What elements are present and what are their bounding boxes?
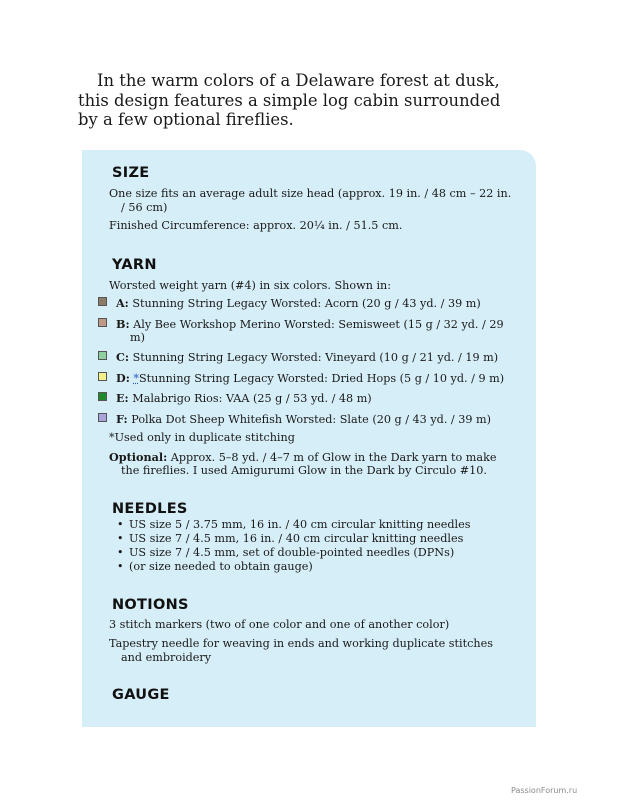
needle-item: US size 7 / 4.5 mm, set of double-pointed needles (DPNs) (129, 546, 455, 559)
yarn-item-c (116, 350, 498, 365)
bullet: • (117, 546, 124, 559)
intro-line: In the warm colors of a Delaware forest at dusk, (97, 71, 500, 90)
notions-heading: NOTIONS (112, 597, 189, 613)
yarn-letter: E: (116, 391, 129, 405)
intro-line: this design features a simple log cabin surrounded (78, 90, 501, 110)
color-swatch-b (98, 318, 107, 327)
yarn-letter: C: (116, 350, 130, 364)
size-heading: SIZE (112, 165, 150, 181)
bullet: • (117, 560, 124, 573)
needle-item: US size 7 / 4.5 mm, 16 in. / 40 cm circular knitting needles (129, 532, 464, 545)
size-line: / 56 cm) (121, 201, 168, 214)
yarn-item-e (116, 391, 372, 406)
optional-line-cont: the fireflies. I used Amigurumi Glow in the Dark by Circulo #10. (121, 464, 487, 477)
intro-paragraph (78, 71, 538, 130)
yarn-item-d (116, 371, 504, 386)
yarn-text: Stunning String Legacy Worsted: Acorn (20 g / 43 yd. / 39 m) (132, 297, 481, 310)
needle-item: (or size needed to obtain gauge) (129, 560, 313, 573)
needle-item: US size 5 / 3.75 mm, 16 in. / 40 cm circular knitting needles (129, 518, 471, 531)
gauge-heading: GAUGE (112, 687, 170, 703)
optional-line (109, 450, 496, 465)
yarn-intro: Worsted weight yarn (#4) in six colors. Shown in: (109, 279, 392, 292)
notions-line-cont: and embroidery (121, 651, 212, 664)
yarn-item-f (116, 412, 491, 427)
color-swatch-e (98, 392, 107, 401)
yarn-letter: F: (116, 412, 128, 426)
bullet: • (117, 518, 124, 531)
yarn-text: Stunning String Legacy Worsted: Vineyard (10 g / 21 yd. / 19 m) (132, 351, 499, 364)
notions-line: Tapestry needle for weaving in ends and working duplicate stitches (109, 637, 493, 650)
yarn-heading: YARN (112, 257, 157, 273)
yarn-text: Polka Dot Sheep Whitefish Worsted: Slate (20 g / 43 yd. / 39 m) (131, 413, 492, 426)
yarn-footnote: *Used only in duplicate stitching (109, 431, 295, 444)
optional-text: Approx. 5–8 yd. / 4–7 m of Glow in the Dark yarn to make (170, 451, 497, 464)
yarn-letter: B: (116, 317, 130, 331)
size-line: One size fits an average adult size head (approx. 19 in. / 48 cm – 22 in. (109, 187, 512, 200)
color-swatch-d (98, 372, 107, 381)
optional-label: Optional: (109, 450, 168, 464)
yarn-text: Malabrigo Rios: VAA (25 g / 53 yd. / 48 m) (132, 392, 372, 405)
watermark: PassionForum.ru (511, 786, 578, 795)
yarn-text: Stunning String Legacy Worsted: Dried Hops (5 g / 10 yd. / 9 m) (139, 372, 505, 385)
yarn-item-a (116, 296, 481, 311)
needles-heading: NEEDLES (112, 501, 188, 517)
color-swatch-f (98, 413, 107, 422)
notions-line: 3 stitch markers (two of one color and one of another color) (109, 618, 450, 631)
yarn-text: Aly Bee Workshop Merino Worsted: Semisweet (15 g / 32 yd. / 29 (133, 318, 504, 331)
yarn-item-b (116, 317, 504, 332)
yarn-letter: D: (116, 371, 130, 385)
yarn-item-b-cont: m) (130, 331, 145, 344)
intro-line: by a few optional fireflies. (78, 110, 294, 129)
bullet: • (117, 532, 124, 545)
color-swatch-c (98, 351, 107, 360)
footnote-link[interactable]: * (133, 372, 139, 385)
color-swatch-a (98, 297, 107, 306)
yarn-letter: A: (116, 296, 129, 310)
circumference-line: Finished Circumference: approx. 20¼ in. / 51.5 cm. (109, 219, 403, 232)
